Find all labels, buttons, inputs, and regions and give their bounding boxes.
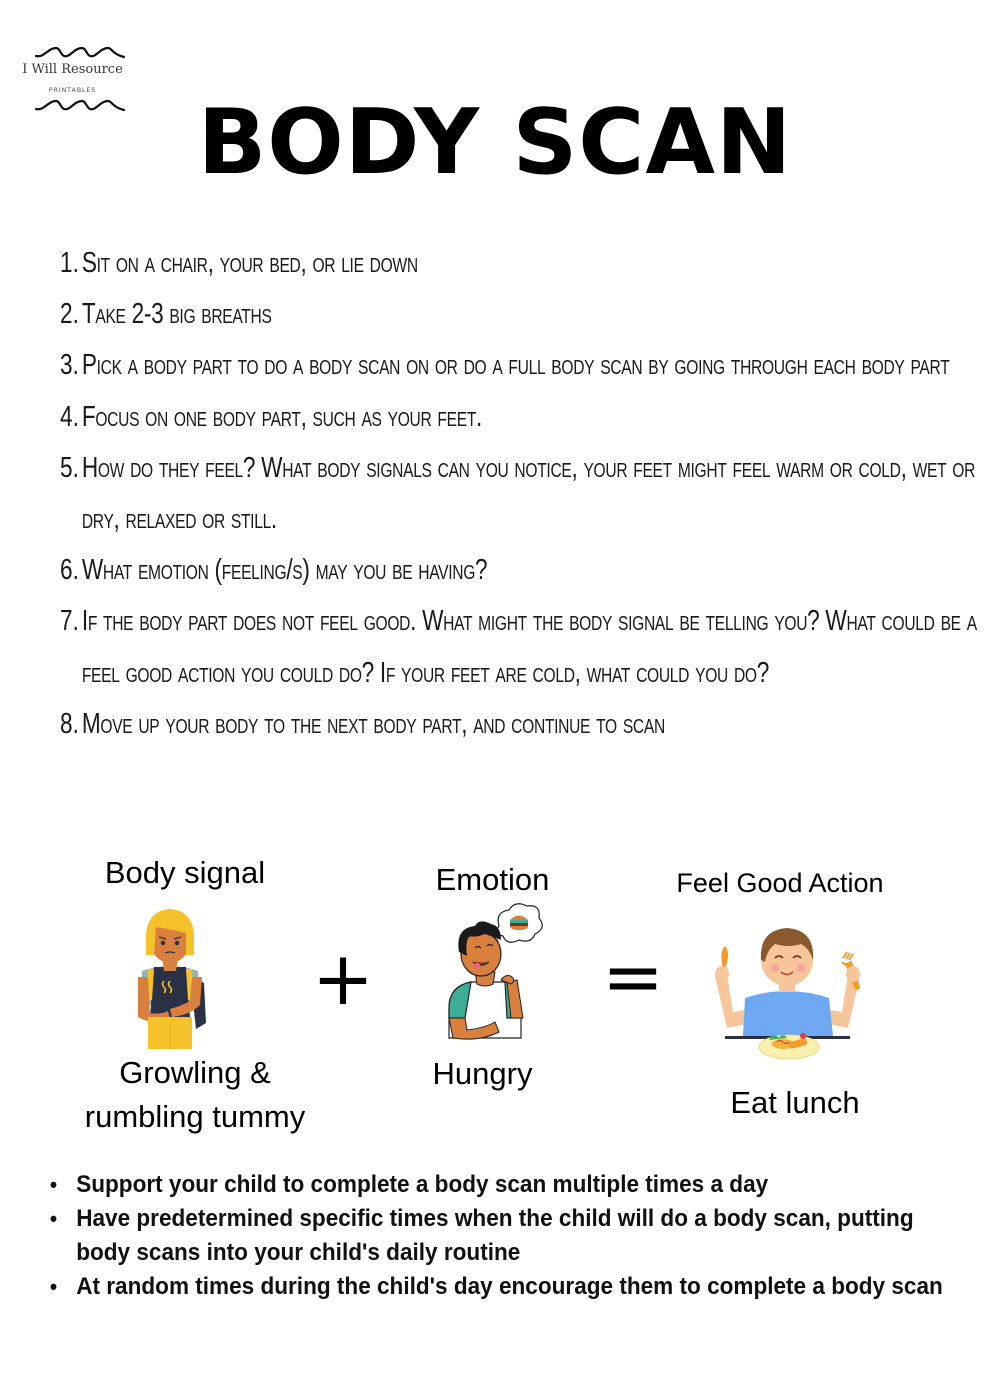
body-signal-example-line2: rumbling tummy: [84, 1099, 306, 1134]
child-holding-tummy-icon: [120, 905, 220, 1050]
step-text: Pick a body part to do a body scan on or do a full body scan by going through each body part: [81, 349, 950, 382]
tip-item: [48, 1270, 973, 1304]
boy-thinking-of-burger-icon: [435, 900, 545, 1040]
step-number: 6.: [60, 554, 79, 587]
step-number: 5.: [60, 451, 79, 484]
step-number: 3.: [60, 349, 79, 382]
step-text: Take 2-3 big breaths: [81, 298, 272, 331]
wave-icon: [34, 44, 126, 60]
feel-good-action-heading: Feel Good Action: [676, 868, 884, 898]
tip-text: Support your child to complete a body scan multiple times a day: [76, 1171, 769, 1198]
step-number: 4.: [60, 400, 79, 433]
steps-list: [60, 238, 990, 750]
tip-item: [48, 1202, 973, 1270]
tips-list: [48, 1168, 948, 1304]
step-item: [60, 545, 989, 596]
brand-subtitle: PRINTABLES: [48, 86, 97, 94]
bullet-icon: •: [49, 1206, 58, 1231]
tip-text: Have predetermined specific times when the child will do a body scan, putting body scans into your child's daily routine: [76, 1205, 914, 1266]
step-item: [60, 392, 989, 443]
page-title: BODY SCAN: [197, 90, 793, 195]
step-item: [60, 443, 989, 545]
step-text: Move up your body to the next body part, and continue to scan: [81, 707, 665, 740]
bullet-icon: •: [49, 1274, 58, 1299]
step-item: [60, 238, 989, 289]
body-signal-heading: Body signal: [104, 855, 266, 890]
bullet-icon: •: [49, 1172, 58, 1197]
tip-item: [48, 1168, 973, 1202]
step-number: 8.: [60, 707, 79, 740]
body-signal-example: [60, 1051, 330, 1139]
step-item: [60, 596, 989, 698]
emotion-heading: Emotion: [435, 862, 550, 897]
step-text: What emotion (feeling/s) may you be having?: [81, 554, 488, 587]
step-text: How do they feel? What body signals can you notice, your feet might feel warm or cold, wet or dry, relaxed or still.: [81, 451, 976, 536]
brand-name: I Will Resource: [22, 62, 123, 77]
step-text: If the body part does not feel good. What might the body signal be telling you? What could be a feel good action you could do? If your feet are cold, what could you do?: [81, 605, 977, 689]
step-item: [60, 289, 989, 340]
equals-sign: =: [602, 934, 665, 1020]
step-item: [60, 699, 989, 750]
step-number: 2.: [60, 298, 79, 331]
step-text: Focus on one body part, such as your feet.: [81, 400, 483, 433]
step-number: 7.: [60, 605, 79, 638]
step-item: [60, 340, 989, 391]
plus-sign: +: [312, 936, 375, 1022]
body-signal-example-line1: Growling &: [119, 1055, 271, 1090]
step-text: Sit on a chair, your bed, or lie down: [81, 247, 418, 279]
emotion-example: Hungry: [432, 1056, 533, 1091]
step-number: 1.: [60, 247, 79, 279]
feel-good-action-example: Eat lunch: [730, 1085, 860, 1120]
tip-text: At random times during the child's day encourage them to complete a body scan: [76, 1273, 943, 1300]
boy-eating-lunch-icon: [705, 918, 870, 1066]
